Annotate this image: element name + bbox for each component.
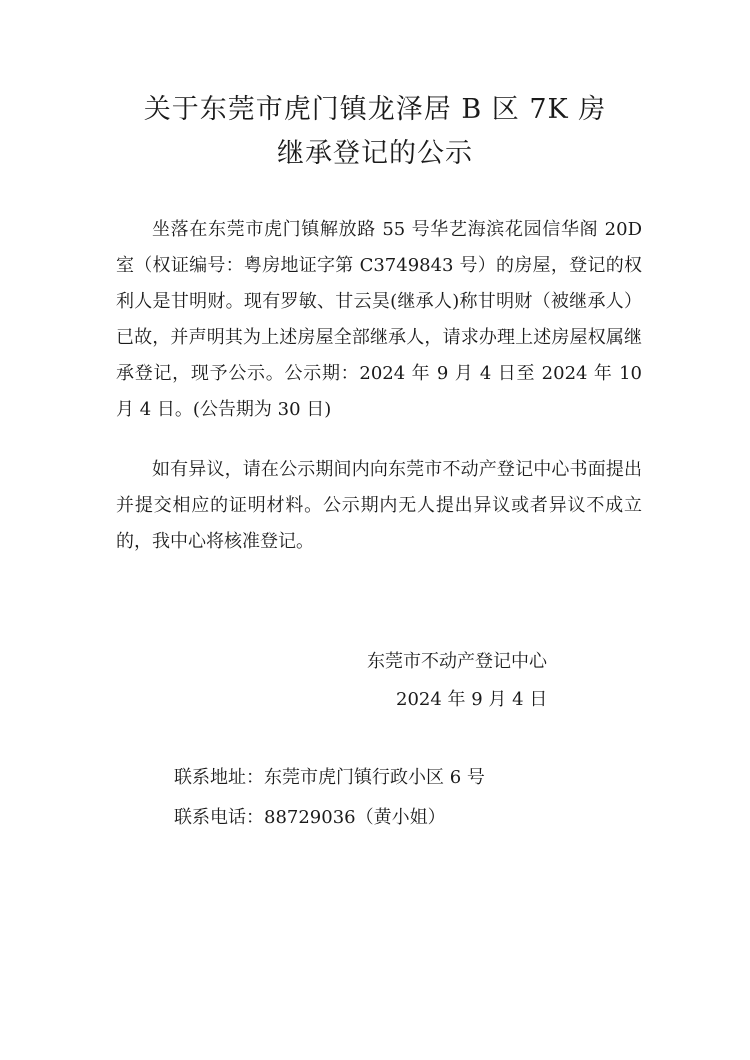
- notice-body-paragraph-1: 坐落在东莞市虎门镇解放路 55 号华艺海滨花园信华阁 20D 室（权证编号：粤房地证字第 C3749843 号）的房屋，登记的权利人是甘明财。现有罗敏、甘云昊(继承人)称甘明财（被继承人）已故，并声明其为上述房屋全部继承人，请求办理上述房屋权属继承登记，现予公示。公示期：2024 年 9 月 4 日至 2024 年 10 月 4 日。(公告期为 30 日): [116, 219, 642, 420]
- signature-organization: 东莞市不动产登记中心: [367, 651, 547, 672]
- signature-date: 2024 年 9 月 4 日: [396, 689, 548, 710]
- notice-title-line-2: 继承登记的公示: [277, 138, 473, 169]
- contact-address: 联系地址：东莞市虎门镇行政小区 6 号: [174, 767, 485, 788]
- contact-phone: 联系电话：88729036（黄小姐）: [174, 807, 446, 828]
- notice-body-paragraph-2: 如有异议，请在公示期间内向东莞市不动产登记中心书面提出并提交相应的证明材料。公示期内无人提出异议或者异议不成立的，我中心将核准登记。: [116, 459, 642, 552]
- notice-title-line-1: 关于东莞市虎门镇龙泽居 B 区 7K 房: [143, 94, 607, 125]
